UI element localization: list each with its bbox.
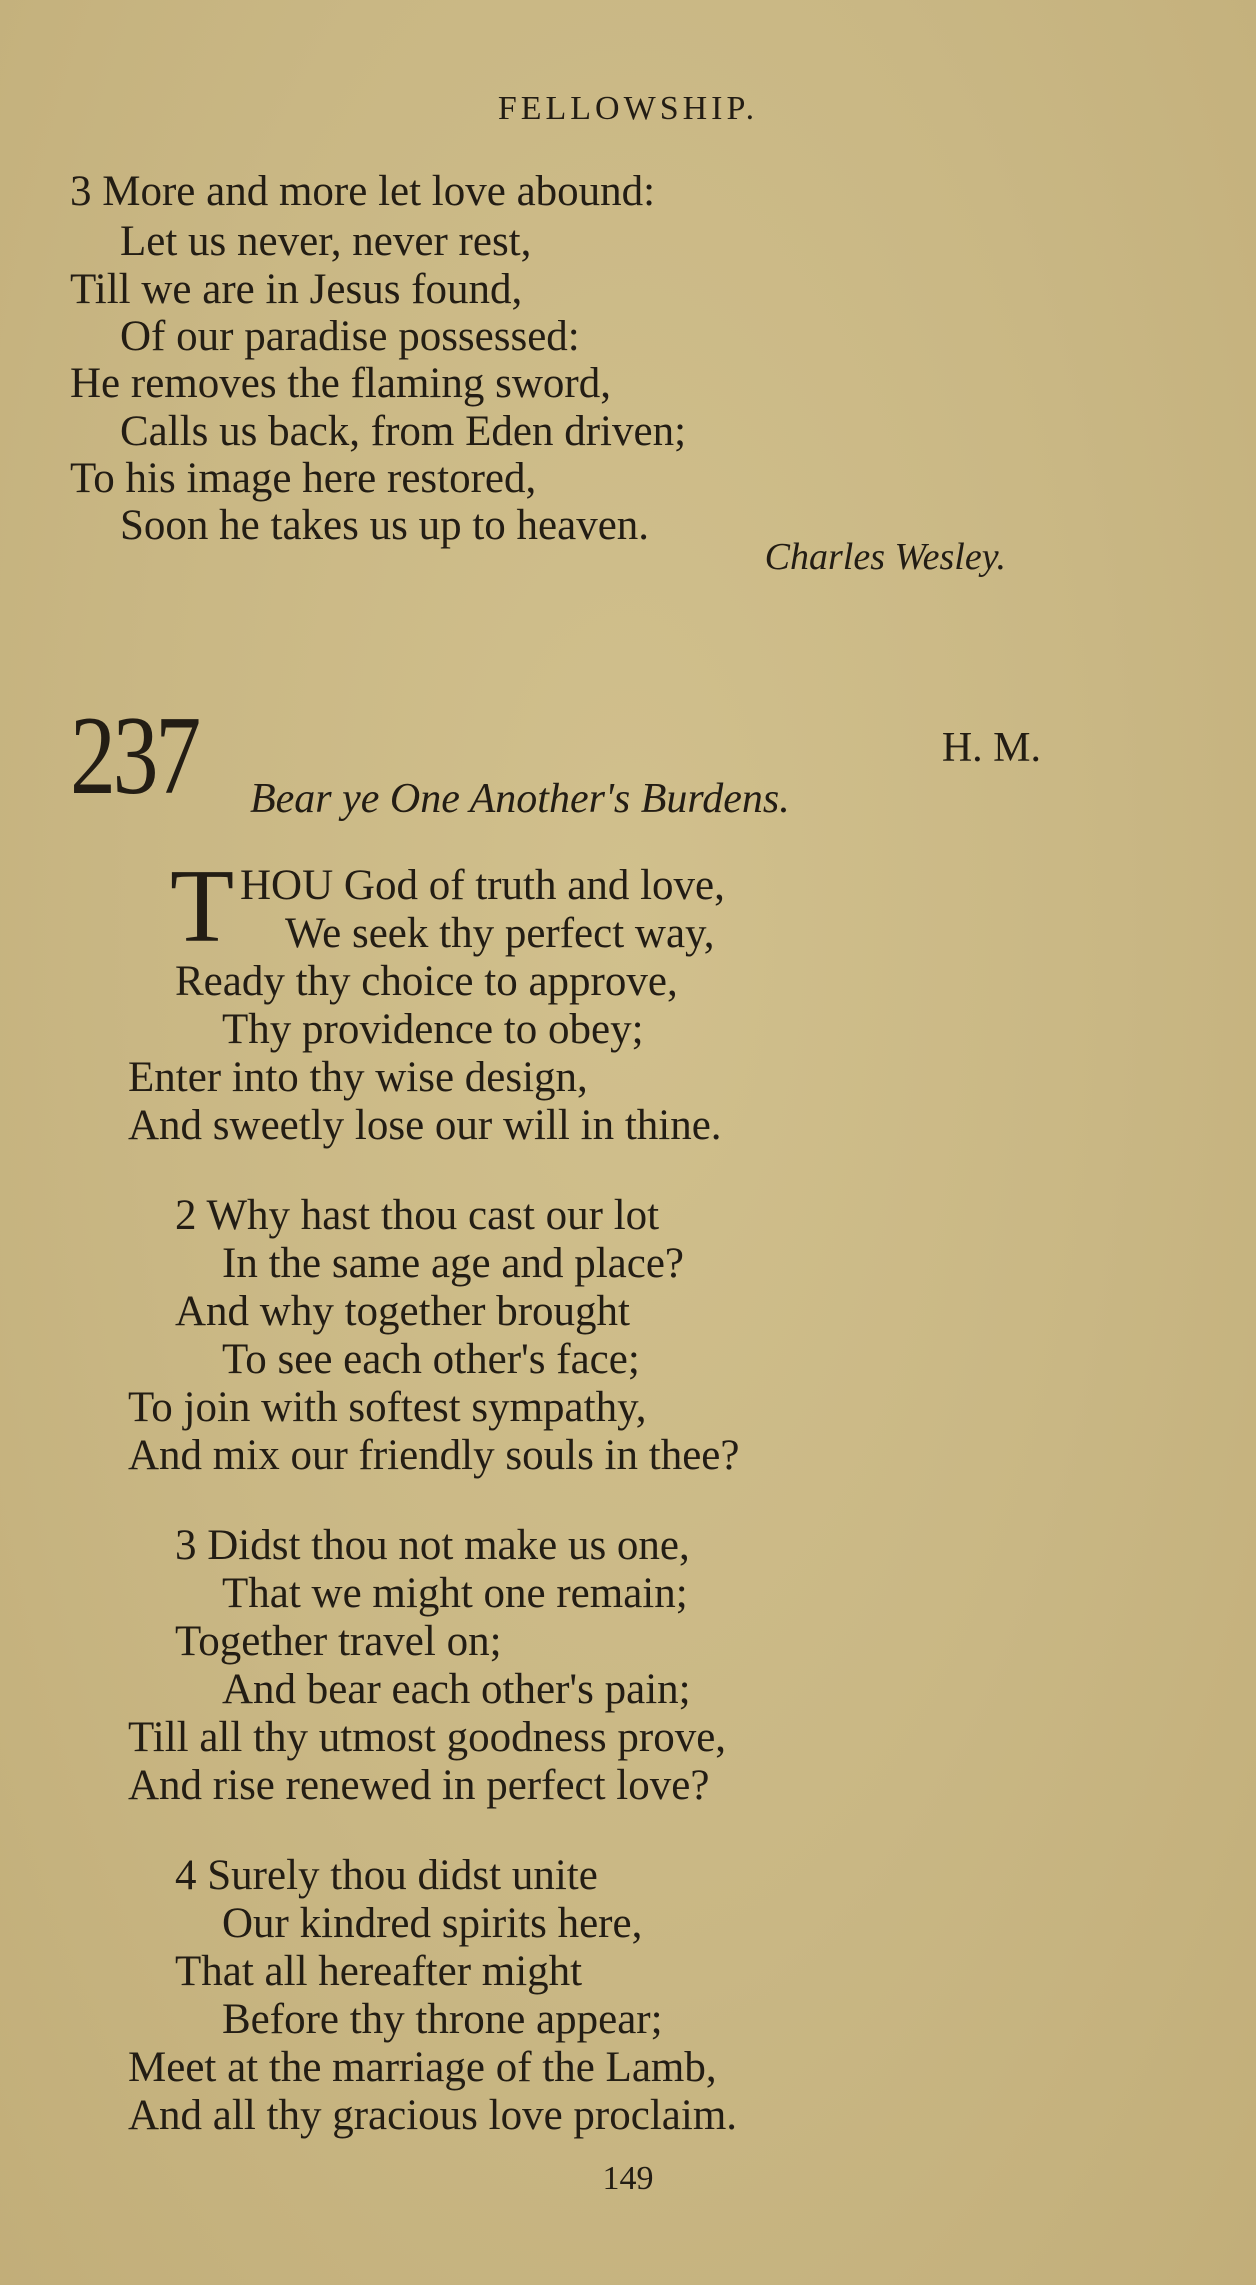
previous-hymn-line: To his image here restored, (70, 455, 537, 502)
hymn-title: Bear ye One Another's Burdens. (250, 776, 790, 822)
author-attribution: Charles Wesley. (764, 536, 1006, 578)
stanza-1-line: We seek thy perfect way, (285, 910, 715, 957)
previous-hymn-line: Till we are in Jesus found, (70, 266, 523, 313)
hymn-meter: H. M. (941, 725, 1041, 771)
stanza-2-line: To see each other's face; (222, 1336, 640, 1383)
previous-hymn-line: Of our paradise possessed: (120, 313, 580, 360)
previous-hymn-line: He removes the flaming sword, (70, 360, 611, 407)
page-number: 149 (602, 2160, 654, 2197)
stanza-1-line: Enter into thy wise design, (128, 1054, 588, 1101)
previous-hymn-line: Let us never, never rest, (120, 218, 532, 265)
stanza-3-line: And rise renewed in perfect love? (128, 1762, 710, 1809)
stanza-3-line: 3 Didst thou not make us one, (175, 1522, 690, 1569)
drop-cap: T (170, 847, 235, 964)
stanza-1-line: Ready thy choice to approve, (175, 958, 678, 1005)
stanza-2-line: To join with softest sympathy, (128, 1384, 647, 1431)
stanza-3-line: Together travel on; (175, 1618, 502, 1665)
stanza-4-line: That all hereafter might (175, 1948, 583, 1995)
stanza-2-line: In the same age and place? (222, 1240, 684, 1287)
page-header: FELLOWSHIP. (497, 90, 759, 127)
stanza-1-line: Thy providence to obey; (222, 1006, 644, 1053)
stanza-1-line: And sweetly lose our will in thine. (128, 1102, 722, 1149)
hymn-number: 237 (70, 694, 198, 818)
stanza-1-line: HOU God of truth and love, (240, 862, 725, 909)
previous-hymn-line: 3 More and more let love abound: (70, 168, 656, 215)
stanza-4-line: 4 Surely thou didst unite (175, 1852, 598, 1899)
stanza-3-line: And bear each other's pain; (222, 1666, 691, 1713)
stanza-4-line: Before thy throne appear; (222, 1996, 663, 2043)
stanza-3-line: Till all thy utmost goodness prove, (128, 1714, 727, 1761)
stanza-3-line: That we might one remain; (222, 1570, 688, 1617)
stanza-4-line: And all thy gracious love proclaim. (128, 2092, 738, 2139)
stanza-4-line: Our kindred spirits here, (222, 1900, 643, 1947)
previous-hymn-line: Soon he takes us up to heaven. (120, 502, 650, 549)
stanza-2-line: And why together brought (175, 1288, 631, 1335)
stanza-2-line: 2 Why hast thou cast our lot (175, 1192, 660, 1239)
stanza-2-line: And mix our friendly souls in thee? (128, 1432, 740, 1479)
previous-hymn-line: Calls us back, from Eden driven; (120, 408, 687, 455)
stanza-4-line: Meet at the marriage of the Lamb, (128, 2044, 717, 2091)
